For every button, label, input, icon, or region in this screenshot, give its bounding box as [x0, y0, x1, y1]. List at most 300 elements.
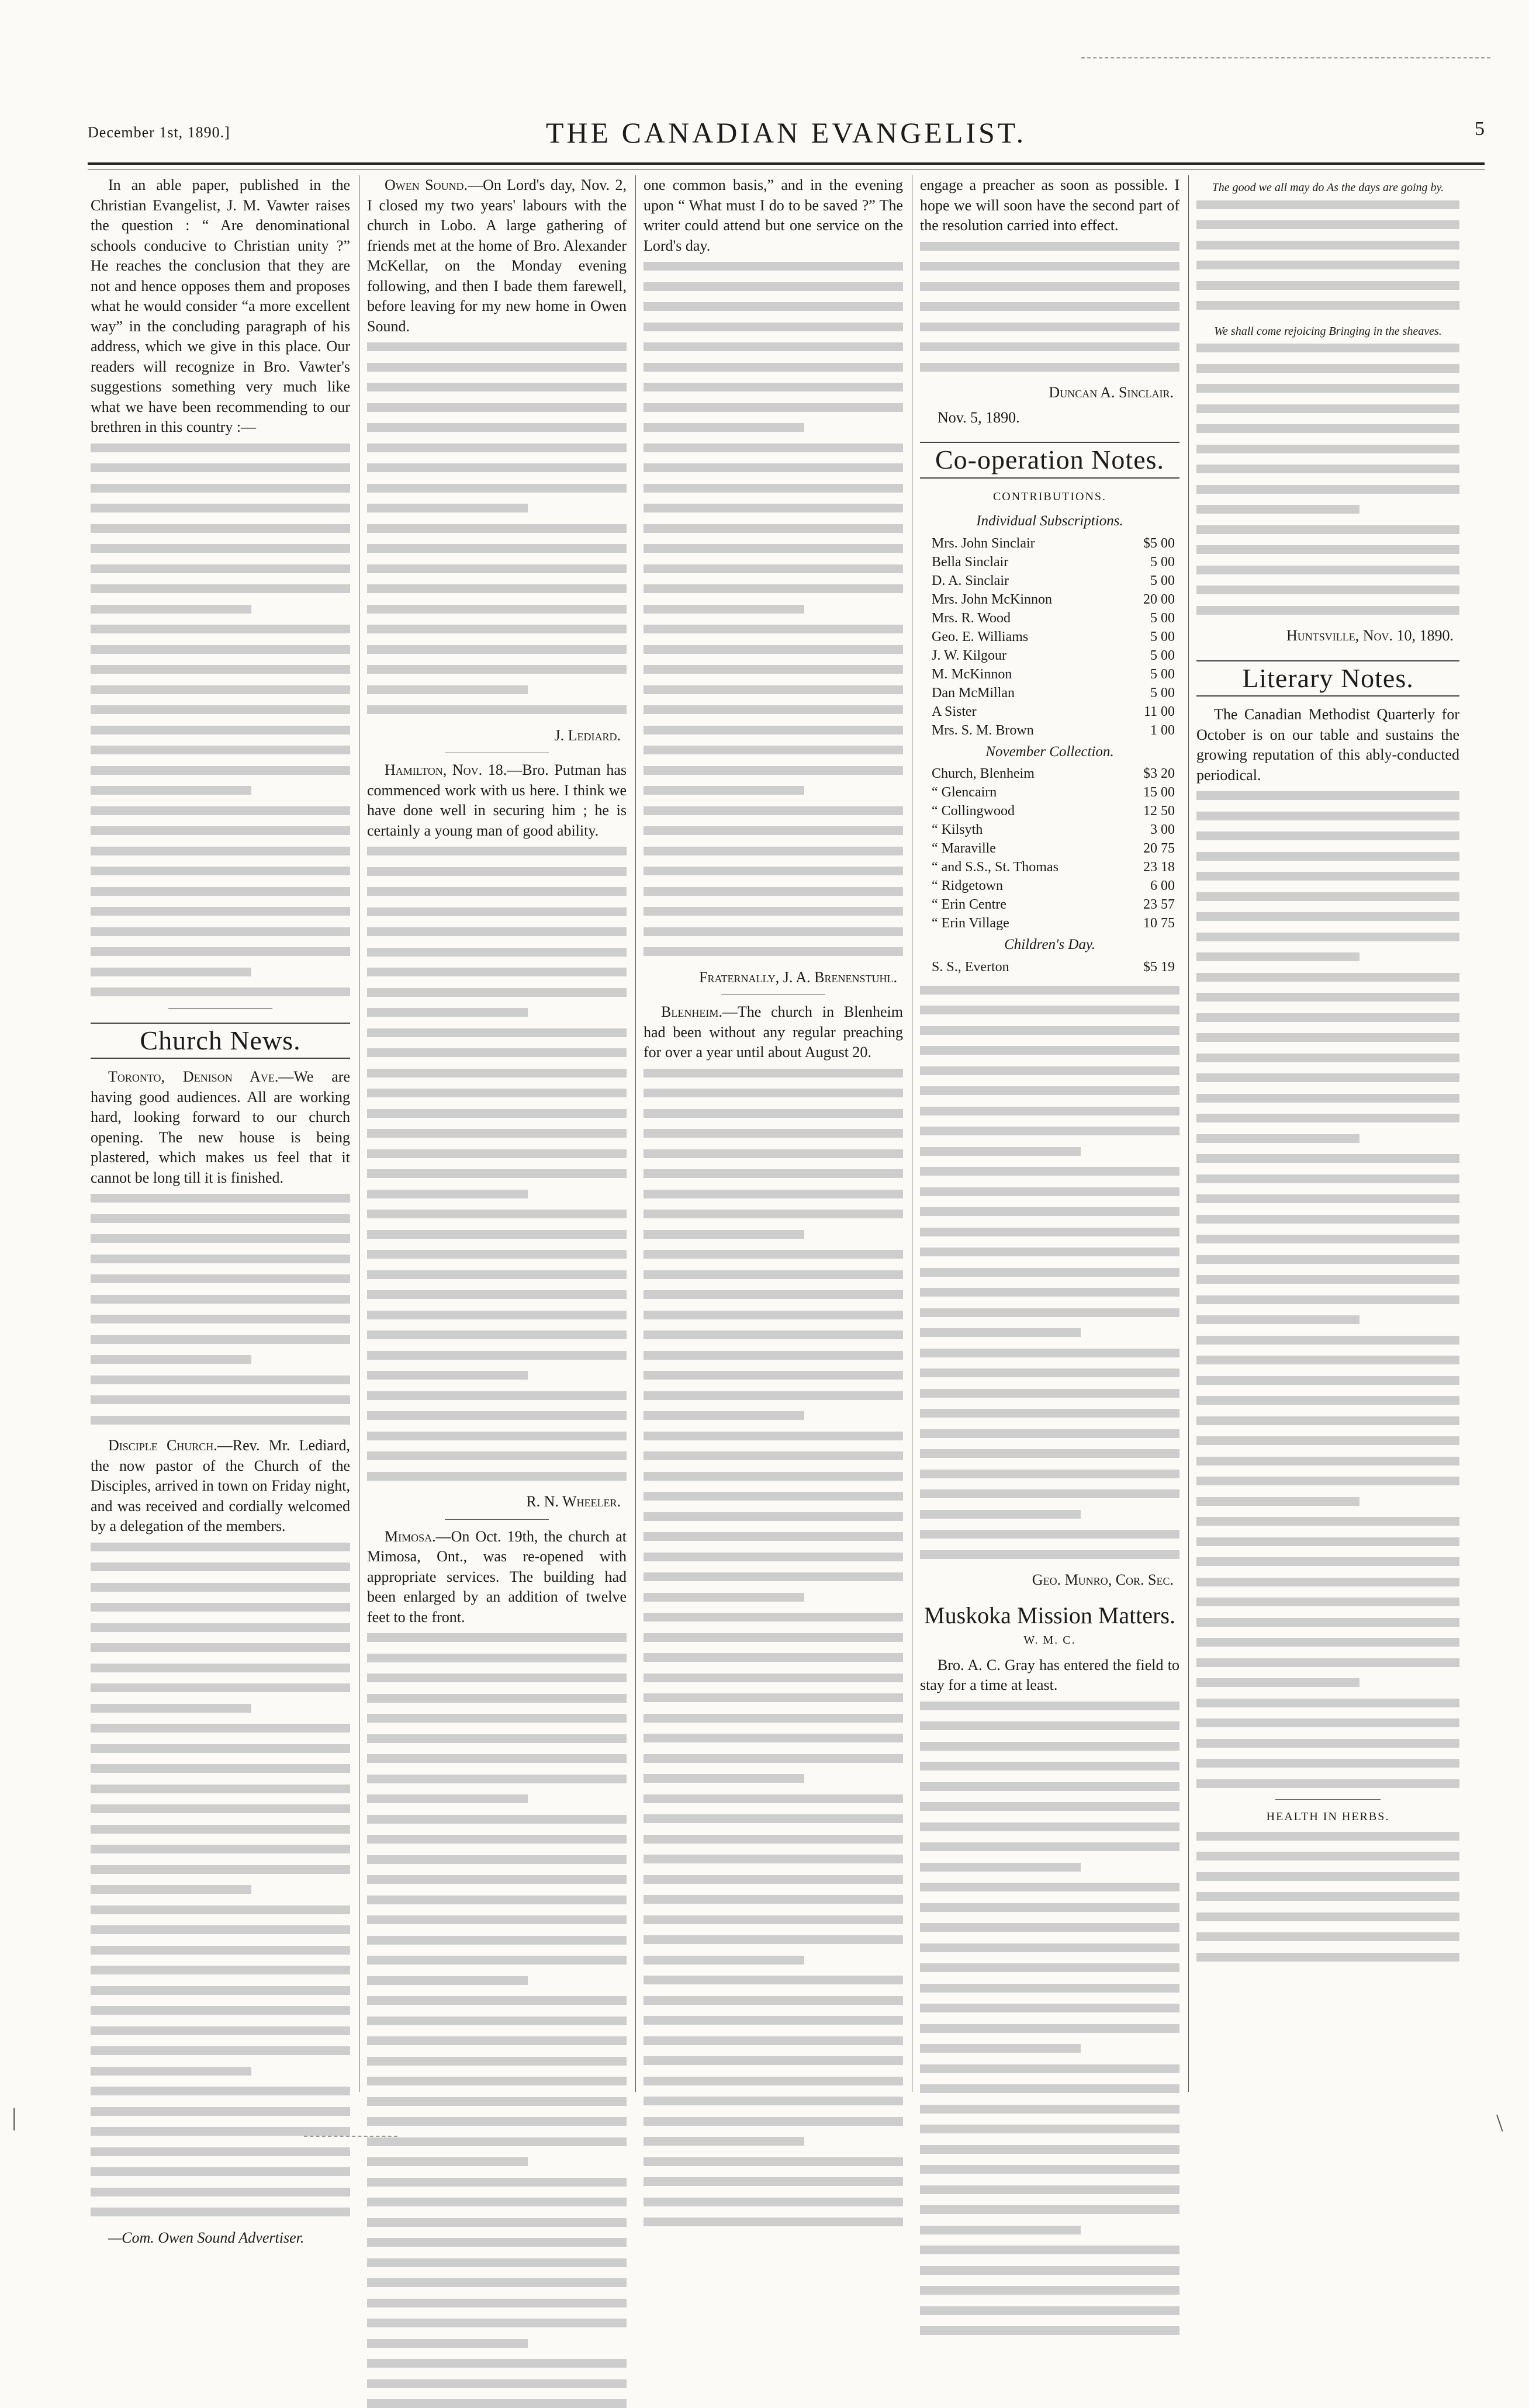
- placeholder-line: [1196, 912, 1459, 921]
- contribution-row: [920, 684, 1179, 702]
- contribution-amount: 20 00: [1143, 591, 1175, 607]
- placeholder-line: [920, 1127, 1179, 1135]
- contribution-amount: 20 75: [1143, 841, 1175, 856]
- placeholder-line: [367, 1472, 627, 1481]
- contribution-amount: 5 00: [1150, 666, 1175, 682]
- placeholder-line: [1196, 1255, 1459, 1264]
- contributor-name: Dan McMillan: [932, 685, 1015, 701]
- placeholder-line: [644, 1149, 903, 1158]
- placeholder-line: [1196, 1759, 1459, 1768]
- placeholder-line: [1196, 1154, 1459, 1163]
- contribution-row: [920, 858, 1179, 876]
- placeholder-line: [367, 645, 627, 654]
- placeholder-line: [1196, 1114, 1459, 1122]
- placeholder-line: [1196, 1235, 1459, 1243]
- placeholder-line: [91, 968, 251, 976]
- placeholder-line: [644, 544, 903, 553]
- placeholder-line: [644, 907, 903, 916]
- placeholder-line: [367, 584, 627, 593]
- placeholder-line: [920, 2145, 1179, 2154]
- placeholder-line: [1196, 220, 1459, 229]
- placeholder-line: [91, 1335, 350, 1344]
- placeholder-line: [367, 1674, 627, 1682]
- bottom-edge-artifact: [304, 2136, 397, 2140]
- placeholder-line: [1196, 952, 1360, 961]
- short-rule: [168, 1008, 272, 1009]
- placeholder-line: [644, 1956, 804, 1964]
- page-number: 5: [1475, 118, 1485, 140]
- placeholder-line: [91, 1966, 350, 1974]
- placeholder-line: [1196, 200, 1459, 209]
- placeholder-line: [644, 2157, 903, 2166]
- placeholder-line: [644, 2016, 903, 2025]
- childrens-day-list: [920, 958, 1179, 976]
- placeholder-line: [367, 2198, 627, 2206]
- placeholder-line: [920, 1470, 1179, 1478]
- placeholder-line: [644, 847, 903, 855]
- placeholder-line: [367, 847, 627, 855]
- placeholder-line: [644, 1653, 903, 1662]
- placeholder-line: [644, 705, 903, 714]
- placeholder-line: [91, 867, 350, 875]
- column-2: [367, 175, 627, 2092]
- placeholder-line: [1196, 1912, 1459, 1921]
- placeholder-line: [1196, 465, 1459, 473]
- placeholder-line: [1196, 791, 1459, 800]
- placeholder-line: [644, 1169, 903, 1178]
- placeholder-line: [91, 645, 350, 654]
- article-continuation: engage a preacher as soon as possible. I hope we will soon have the second part of the resolution carried into effect.: [920, 176, 1179, 234]
- placeholder-line: [1196, 1953, 1459, 1962]
- subheading-individual: Individual Subscriptions.: [976, 513, 1123, 529]
- placeholder-line: [367, 1794, 528, 1803]
- placeholder-line: [644, 665, 903, 674]
- placeholder-line: [644, 1633, 903, 1642]
- news-item-disciple-church: [91, 1436, 350, 1537]
- placeholder-block: [91, 444, 350, 997]
- placeholder-line: [920, 1489, 1179, 1498]
- runin-head: Owen Sound.: [385, 176, 468, 193]
- verse: We shall come rejoicing Bringing in the sheaves.: [1214, 324, 1442, 338]
- placeholder-line: [91, 1986, 350, 1995]
- placeholder-line: [644, 1210, 903, 1218]
- placeholder-line: [920, 1984, 1179, 1993]
- news-item-blenheim: [644, 1002, 903, 1063]
- placeholder-line: [367, 1835, 627, 1844]
- placeholder-line: [1196, 1054, 1459, 1062]
- placeholder-line: [644, 383, 903, 391]
- placeholder-line: [91, 1543, 350, 1551]
- dateline: Nov. 5, 1890.: [938, 408, 1020, 426]
- contribution-row: [920, 820, 1179, 839]
- placeholder-line: [920, 323, 1179, 331]
- contribution-row: [920, 958, 1179, 976]
- contributor-name: Mrs. John McKinnon: [932, 591, 1053, 607]
- placeholder-line: [91, 463, 350, 472]
- placeholder-line: [367, 2258, 627, 2267]
- contribution-amount: 5 00: [1150, 629, 1175, 645]
- runin-head: Toronto, Denison Ave.: [108, 1068, 279, 1085]
- placeholder-line: [920, 1782, 1179, 1791]
- placeholder-line: [367, 383, 627, 391]
- placeholder-line: [91, 2127, 350, 2136]
- placeholder-line: [367, 887, 627, 896]
- placeholder-line: [91, 1355, 251, 1364]
- placeholder-line: [91, 564, 350, 573]
- placeholder-line: [1196, 545, 1459, 554]
- placeholder-line: [920, 1883, 1179, 1891]
- article-paragraph: In an able paper, published in the Christian Evangelist, J. M. Vawter raises the question : “ Are denominational schools conducive to Christian unity ?” He reaches the conclusion that they are not and hence opposes them and proposes what he would consider “a more excellent way” in the concluding paragraph of his address, which we give in this place. Our readers will recognize in Bro. Vawter's suggestions something very much like what we have been recommending to our brethren in this country :—: [91, 176, 350, 435]
- placeholder-line: [367, 1411, 627, 1420]
- contribution-row: [920, 764, 1179, 783]
- placeholder-line: [1196, 993, 1459, 1002]
- placeholder-line: [91, 1395, 350, 1404]
- placeholder-line: [91, 1804, 350, 1813]
- subheading-november: November Collection.: [985, 743, 1114, 760]
- placeholder-line: [644, 1814, 903, 1823]
- contribution-amount: 6 00: [1150, 878, 1175, 893]
- placeholder-line: [367, 2157, 528, 2166]
- placeholder-line: [91, 1785, 350, 1793]
- placeholder-line: [367, 544, 627, 553]
- contribution-amount: 10 75: [1143, 916, 1175, 931]
- placeholder-line: [1196, 301, 1459, 310]
- column-3: [644, 175, 903, 2092]
- placeholder-line: [91, 826, 350, 835]
- placeholder-line: [644, 504, 903, 512]
- column-divider: [1188, 175, 1189, 2092]
- section-heading-co-operation-notes: Co-operation Notes.: [920, 442, 1179, 479]
- news-item-owen-sound: [367, 175, 627, 337]
- placeholder-line: [91, 1683, 350, 1692]
- placeholder-line: [367, 968, 627, 976]
- contribution-amount: $3 20: [1143, 766, 1175, 781]
- placeholder-line: [920, 1328, 1081, 1337]
- column-divider: [635, 175, 636, 2092]
- top-edge-artifact: [1081, 57, 1490, 62]
- column-4: [920, 175, 1179, 2092]
- placeholder-line: [644, 484, 903, 493]
- news-item-toronto: [91, 1067, 350, 1188]
- placeholder-block: [1196, 344, 1459, 615]
- placeholder-line: [644, 1532, 903, 1541]
- placeholder-line: [920, 1721, 1179, 1730]
- placeholder-line: [644, 1190, 903, 1198]
- contribution-row: [920, 553, 1179, 571]
- placeholder-line: [1196, 852, 1459, 861]
- placeholder-line: [644, 1734, 903, 1742]
- subheading-health-in-herbs: HEALTH IN HERBS.: [1266, 1810, 1390, 1823]
- contribution-amount: 5 00: [1150, 573, 1175, 588]
- placeholder-line: [1196, 1215, 1459, 1224]
- column-1: [91, 175, 350, 2246]
- placeholder-line: [91, 1603, 350, 1612]
- placeholder-line: [920, 2004, 1179, 2012]
- placeholder-line: [367, 2036, 627, 2045]
- placeholder-line: [1196, 1618, 1459, 1627]
- placeholder-line: [644, 746, 903, 754]
- placeholder-line: [91, 1764, 350, 1773]
- placeholder-line: [644, 1492, 903, 1501]
- placeholder-line: [1196, 241, 1459, 250]
- contribution-row: [920, 609, 1179, 628]
- placeholder-line: [644, 1109, 903, 1118]
- placeholder-line: [91, 746, 350, 754]
- contribution-amount: 5 00: [1150, 647, 1175, 663]
- placeholder-line: [1196, 1376, 1459, 1385]
- placeholder-line: [644, 2198, 903, 2206]
- placeholder-line: [644, 786, 804, 795]
- placeholder-line: [91, 1562, 350, 1571]
- placeholder-line: [644, 1996, 903, 2005]
- placeholder-line: [91, 1946, 350, 1955]
- placeholder-line: [367, 1956, 627, 1964]
- placeholder-line: [367, 363, 627, 372]
- placeholder-line: [91, 927, 350, 936]
- placeholder-line: [367, 2319, 627, 2327]
- placeholder-line: [367, 1815, 627, 1824]
- news-credit: —Com. Owen Sound Advertiser.: [108, 2229, 305, 2246]
- placeholder-line: [920, 1107, 1179, 1115]
- placeholder-line: [367, 1936, 627, 1945]
- placeholder-line: [644, 1915, 903, 1924]
- placeholder-line: [91, 806, 350, 815]
- placeholder-line: [1196, 1295, 1459, 1304]
- placeholder-line: [920, 1903, 1179, 1912]
- placeholder-line: [1196, 1396, 1459, 1405]
- placeholder-line: [91, 584, 350, 593]
- placeholder-line: [367, 1855, 627, 1864]
- placeholder-line: [367, 1371, 528, 1380]
- contribution-row: [920, 783, 1179, 802]
- placeholder-line: [367, 2057, 627, 2066]
- placeholder-line: [920, 1550, 1179, 1559]
- placeholder-line: [1196, 525, 1459, 534]
- placeholder-line: [644, 1976, 903, 1984]
- placeholder-line: [920, 1389, 1179, 1398]
- verse: The good we all may do As the days are going by.: [1212, 181, 1444, 194]
- placeholder-line: [644, 1794, 903, 1803]
- placeholder-line: [1196, 1073, 1459, 1082]
- placeholder-line: [367, 1996, 627, 2005]
- placeholder-line: [367, 665, 627, 674]
- contributor-name: “ Erin Village: [932, 916, 1009, 931]
- placeholder-line: [1196, 1194, 1459, 1203]
- placeholder-line: [367, 2137, 627, 2146]
- subscription-list: [920, 534, 1179, 740]
- placeholder-line: [91, 1865, 350, 1874]
- placeholder-line: [1196, 1739, 1459, 1748]
- contributor-name: A Sister: [932, 704, 977, 719]
- placeholder-line: [644, 1451, 903, 1460]
- placeholder-line: [644, 2117, 903, 2126]
- placeholder-line: [644, 1432, 903, 1440]
- placeholder-line: [367, 1976, 528, 1985]
- placeholder-line: [1196, 1658, 1459, 1667]
- placeholder-line: [367, 1432, 627, 1440]
- placeholder-line: [644, 927, 903, 936]
- placeholder-line: [644, 1331, 903, 1339]
- newspaper-title: THE CANADIAN EVANGELIST.: [545, 116, 1027, 149]
- placeholder-line: [367, 1654, 627, 1662]
- section-heading-literary-notes: Literary Notes.: [1196, 660, 1459, 697]
- placeholder-line: [1196, 1356, 1459, 1364]
- short-rule: [1275, 1799, 1381, 1800]
- placeholder-line: [91, 786, 251, 795]
- placeholder-line: [367, 1169, 627, 1178]
- placeholder-line: [367, 2117, 627, 2126]
- placeholder-line: [1196, 585, 1459, 594]
- placeholder-line: [91, 625, 350, 633]
- placeholder-line: [367, 2299, 627, 2307]
- placeholder-line: [367, 1069, 627, 1077]
- placeholder-line: [644, 605, 804, 614]
- placeholder-line: [1196, 1598, 1459, 1606]
- placeholder-line: [1196, 1457, 1459, 1465]
- placeholder-line: [91, 1274, 350, 1283]
- placeholder-line: [367, 1230, 627, 1239]
- contributor-name: J. W. Kilgour: [932, 647, 1007, 663]
- placeholder-line: [367, 1250, 627, 1259]
- placeholder-line: [644, 2077, 903, 2085]
- placeholder-line: [920, 1842, 1179, 1851]
- contribution-amount: 3 00: [1150, 822, 1175, 837]
- placeholder-line: [1196, 1832, 1459, 1841]
- placeholder-line: [644, 766, 903, 775]
- contribution-row: [920, 914, 1179, 933]
- byline: W. M. C.: [1023, 1634, 1076, 1647]
- placeholder-line: [644, 363, 903, 372]
- contribution-row: [920, 839, 1179, 858]
- placeholder-line: [920, 2044, 1081, 2053]
- placeholder-line: [644, 1371, 903, 1380]
- placeholder-line: [644, 1391, 903, 1400]
- placeholder-line: [1196, 1174, 1459, 1183]
- contribution-row: [920, 628, 1179, 646]
- placeholder-line: [920, 1268, 1179, 1277]
- placeholder-line: [644, 1311, 903, 1319]
- placeholder-line: [367, 2238, 627, 2247]
- placeholder-line: [1196, 1517, 1459, 1526]
- placeholder-line: [920, 1086, 1179, 1095]
- placeholder-line: [644, 444, 903, 452]
- placeholder-line: [920, 1026, 1179, 1035]
- runin-head: Mimosa.: [385, 1527, 436, 1545]
- placeholder-line: [920, 986, 1179, 995]
- placeholder-line: [920, 2125, 1179, 2133]
- placeholder-block: [920, 242, 1179, 372]
- placeholder-line: [91, 2006, 350, 2015]
- placeholder-line: [644, 403, 903, 412]
- placeholder-line: [91, 504, 350, 512]
- placeholder-line: [920, 2205, 1179, 2214]
- placeholder-line: [1196, 933, 1459, 941]
- placeholder-line: [91, 1255, 350, 1263]
- placeholder-line: [1196, 364, 1459, 373]
- placeholder-line: [1196, 404, 1459, 413]
- placeholder-line: [1196, 1578, 1459, 1586]
- placeholder-line: [91, 1845, 350, 1853]
- placeholder-line: [367, 685, 528, 694]
- placeholder-block: [1196, 200, 1459, 310]
- placeholder-line: [91, 1416, 350, 1425]
- placeholder-block: [91, 1543, 350, 2217]
- placeholder-line: [644, 625, 903, 633]
- placeholder-line: [367, 1633, 627, 1642]
- scan-mark: \: [1496, 2110, 1503, 2137]
- placeholder-line: [1196, 1436, 1459, 1445]
- placeholder-line: [644, 1553, 903, 1561]
- placeholder-line: [367, 2278, 627, 2287]
- placeholder-line: [920, 2306, 1179, 2315]
- placeholder-line: [91, 1664, 350, 1672]
- placeholder-line: [367, 423, 627, 432]
- placeholder-line: [644, 323, 903, 331]
- placeholder-line: [920, 1429, 1179, 1438]
- placeholder-line: [920, 2286, 1179, 2295]
- contributor-name: “ Kilsyth: [932, 822, 983, 837]
- placeholder-line: [644, 1572, 903, 1581]
- contribution-row: [920, 702, 1179, 721]
- placeholder-line: [644, 947, 903, 956]
- placeholder-line: [367, 605, 627, 614]
- placeholder-line: [367, 948, 627, 957]
- placeholder-line: [1196, 1497, 1360, 1506]
- placeholder-line: [367, 444, 627, 452]
- contribution-row: [920, 876, 1179, 895]
- placeholder-line: [644, 1674, 903, 1682]
- placeholder-line: [91, 665, 350, 674]
- placeholder-line: [920, 1006, 1179, 1014]
- contribution-amount: 5 00: [1150, 554, 1175, 570]
- placeholder-line: [367, 1089, 627, 1097]
- placeholder-line: [1196, 1537, 1459, 1546]
- placeholder-line: [644, 423, 804, 432]
- muskoka-text: Bro. A. C. Gray has entered the field to stay for a time at least.: [920, 1656, 1179, 1693]
- placeholder-line: [920, 1308, 1179, 1317]
- subheading-contributions: CONTRIBUTIONS.: [992, 490, 1107, 503]
- placeholder-line: [920, 1923, 1179, 1932]
- placeholder-line: [920, 1288, 1179, 1297]
- placeholder-line: [367, 1290, 627, 1299]
- placeholder-line: [367, 1311, 627, 1319]
- placeholder-line: [644, 806, 903, 815]
- placeholder-line: [920, 1066, 1179, 1075]
- column-5: [1196, 175, 1459, 2092]
- placeholder-line: [644, 1714, 903, 1723]
- placeholder-line: [920, 1046, 1179, 1055]
- placeholder-line: [644, 826, 903, 835]
- placeholder-line: [367, 2218, 627, 2227]
- placeholder-line: [644, 1089, 903, 1097]
- section-heading-church-news: Church News.: [91, 1023, 350, 1059]
- placeholder-line: [644, 1593, 804, 1602]
- placeholder-line: [367, 1351, 627, 1360]
- placeholder-line: [644, 887, 903, 896]
- contribution-amount: 5 00: [1150, 610, 1175, 626]
- placeholder-line: [644, 2097, 903, 2105]
- placeholder-line: [644, 1935, 903, 1944]
- placeholder-line: [920, 2084, 1179, 2093]
- placeholder-line: [91, 1295, 350, 1304]
- placeholder-line: [91, 1315, 350, 1323]
- placeholder-line: [644, 2218, 903, 2226]
- contribution-row: [920, 802, 1179, 820]
- contribution-amount: 5 00: [1150, 685, 1175, 701]
- placeholder-line: [1196, 1932, 1459, 1941]
- placeholder-line: [1196, 344, 1459, 352]
- placeholder-line: [1196, 1336, 1459, 1345]
